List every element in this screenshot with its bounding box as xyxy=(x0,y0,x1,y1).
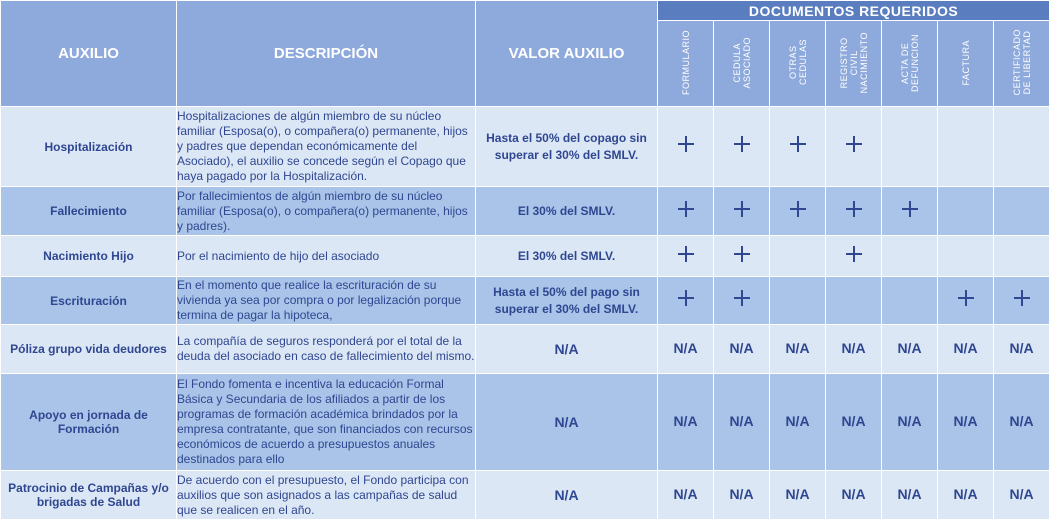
doc-requirement-cell xyxy=(938,471,994,520)
doc-column-header xyxy=(938,21,994,107)
not-applicable-label: N/A xyxy=(897,486,922,502)
doc-requirement-cell xyxy=(826,277,882,325)
doc-requirement-cell xyxy=(994,107,1050,187)
doc-requirement-cell xyxy=(994,374,1050,471)
auxilio-value: Hasta el 50% del pago sin superar el 30% del SMLV. xyxy=(476,277,658,325)
doc-requirement-cell xyxy=(658,471,714,520)
doc-requirement-cell xyxy=(882,107,938,187)
doc-requirement-cell xyxy=(658,236,714,277)
plus-icon xyxy=(734,246,750,262)
auxilio-description: Por el nacimiento de hijo del asociado xyxy=(177,236,476,277)
auxilio-value: El 30% del SMLV. xyxy=(476,236,658,277)
plus-icon xyxy=(678,290,694,306)
not-applicable-label: N/A xyxy=(729,340,754,356)
doc-column-header xyxy=(994,21,1050,107)
not-applicable-label: N/A xyxy=(729,486,754,502)
not-applicable-label: N/A xyxy=(953,340,978,356)
plus-icon xyxy=(790,136,806,152)
auxilio-name: Fallecimiento xyxy=(1,187,177,236)
auxilio-description: La compañía de seguros responderá por el total de la deuda del asociado en caso de fallecimiento del mismo. xyxy=(177,325,476,374)
doc-requirement-cell xyxy=(714,471,770,520)
auxilio-description: El Fondo fomenta e incentiva la educación Formal Básica y Secundaria de los afiliados a partir de los programas de formación académica brindados por la empresa contratante, que son financiados con recursos económicos de acuerdo a presupuestos anuales destinados para ello xyxy=(177,374,476,471)
table-row xyxy=(1,187,1050,236)
doc-requirement-cell xyxy=(882,187,938,236)
auxilio-name: Patrocinio de Campañas y/o brigadas de Salud xyxy=(1,471,177,520)
doc-requirement-cell xyxy=(994,236,1050,277)
doc-requirement-cell xyxy=(826,236,882,277)
doc-requirement-cell xyxy=(938,277,994,325)
doc-column-label: ACTA DE DEFUNCION xyxy=(899,33,920,92)
doc-requirement-cell xyxy=(882,236,938,277)
table-row xyxy=(1,374,1050,471)
doc-requirement-cell xyxy=(770,277,826,325)
doc-requirement-cell xyxy=(882,325,938,374)
not-applicable-label: N/A xyxy=(673,340,698,356)
plus-icon xyxy=(734,201,750,217)
doc-requirement-cell xyxy=(938,374,994,471)
doc-column-header xyxy=(658,21,714,107)
doc-requirement-cell xyxy=(658,107,714,187)
not-applicable-label: N/A xyxy=(785,340,810,356)
plus-icon xyxy=(734,136,750,152)
doc-requirement-cell xyxy=(658,277,714,325)
auxilio-description: Por fallecimientos de algún miembro de su núcleo familiar (Esposa(o), o compañera(o) permanente, hijos y padres). xyxy=(177,187,476,236)
not-applicable-label: N/A xyxy=(785,486,810,502)
plus-icon xyxy=(846,246,862,262)
doc-column-label: FORMULARIO xyxy=(680,29,691,95)
auxilio-value: N/A xyxy=(476,374,658,471)
not-applicable-label: N/A xyxy=(785,413,810,429)
doc-requirement-cell xyxy=(658,374,714,471)
doc-column-header xyxy=(714,21,770,107)
doc-column-header xyxy=(826,21,882,107)
doc-requirement-cell xyxy=(826,471,882,520)
doc-column-label: OTRAS CEDULAS xyxy=(787,39,808,86)
not-applicable-label: N/A xyxy=(729,413,754,429)
auxilio-value: El 30% del SMLV. xyxy=(476,187,658,236)
auxilio-name: Hospitalización xyxy=(1,107,177,187)
not-applicable-label: N/A xyxy=(841,486,866,502)
doc-requirement-cell xyxy=(714,107,770,187)
auxilio-value: Hasta el 50% del copago sin superar el 30% del SMLV. xyxy=(476,107,658,187)
not-applicable-label: N/A xyxy=(953,413,978,429)
doc-requirement-cell xyxy=(938,107,994,187)
auxilio-name: Póliza grupo vida deudores xyxy=(1,325,177,374)
doc-requirement-cell xyxy=(658,187,714,236)
plus-icon xyxy=(958,290,974,306)
doc-column-label: CERTIFICADO DE LIBERTAD xyxy=(1011,29,1032,96)
table-row xyxy=(1,236,1050,277)
doc-requirement-cell xyxy=(770,471,826,520)
table-row xyxy=(1,471,1050,520)
not-applicable-label: N/A xyxy=(897,340,922,356)
not-applicable-label: N/A xyxy=(841,413,866,429)
doc-requirement-cell xyxy=(714,277,770,325)
not-applicable-label: N/A xyxy=(841,340,866,356)
header-auxilio: AUXILIO xyxy=(1,1,177,107)
doc-requirement-cell xyxy=(658,325,714,374)
plus-icon xyxy=(846,136,862,152)
table-body xyxy=(1,107,1050,520)
doc-requirement-cell xyxy=(714,374,770,471)
doc-requirement-cell xyxy=(826,325,882,374)
doc-requirement-cell xyxy=(994,277,1050,325)
doc-requirement-cell xyxy=(770,107,826,187)
plus-icon xyxy=(846,201,862,217)
doc-column-label: REGISTRO CIVIL NACIMIENTO xyxy=(838,31,869,94)
doc-requirement-cell xyxy=(938,325,994,374)
not-applicable-label: N/A xyxy=(953,486,978,502)
doc-column-header xyxy=(770,21,826,107)
doc-column-label: FACTURA xyxy=(960,39,971,86)
doc-requirement-cell xyxy=(770,187,826,236)
not-applicable-label: N/A xyxy=(897,413,922,429)
doc-requirement-cell xyxy=(994,187,1050,236)
doc-requirement-cell xyxy=(994,325,1050,374)
plus-icon xyxy=(1014,290,1030,306)
doc-requirement-cell xyxy=(714,236,770,277)
table-header xyxy=(1,1,1050,107)
auxilio-description: De acuerdo con el presupuesto, el Fondo participa con auxilios que son asignados a las campañas de salud que se realicen en el año. xyxy=(177,471,476,520)
not-applicable-label: N/A xyxy=(1009,486,1034,502)
doc-requirement-cell xyxy=(882,471,938,520)
doc-requirement-cell xyxy=(770,374,826,471)
auxilio-value: N/A xyxy=(476,471,658,520)
not-applicable-label: N/A xyxy=(1009,340,1034,356)
doc-requirement-cell xyxy=(938,187,994,236)
doc-requirement-cell xyxy=(994,471,1050,520)
doc-requirement-cell xyxy=(826,374,882,471)
not-applicable-label: N/A xyxy=(673,486,698,502)
plus-icon xyxy=(678,136,694,152)
header-documentos-requeridos: DOCUMENTOS REQUERIDOS xyxy=(658,1,1050,21)
doc-requirement-cell xyxy=(714,187,770,236)
doc-requirement-cell xyxy=(826,187,882,236)
table-row xyxy=(1,107,1050,187)
auxilio-name: Nacimiento Hijo xyxy=(1,236,177,277)
doc-column-label: CEDULA ASOCIADO xyxy=(731,36,752,89)
plus-icon xyxy=(902,201,918,217)
doc-column-header xyxy=(882,21,938,107)
doc-requirement-cell xyxy=(938,236,994,277)
auxilio-description: Hospitalizaciones de algún miembro de su núcleo familiar (Esposa(o), o compañera(o) permanente, hijos y padres que dependan económicamente del Asociado), el auxilio se concede según el Copago que haya pagado por la Hospitalización. xyxy=(177,107,476,187)
doc-requirement-cell xyxy=(882,277,938,325)
doc-requirement-cell xyxy=(882,374,938,471)
plus-icon xyxy=(790,201,806,217)
auxilio-name: Escrituración xyxy=(1,277,177,325)
doc-requirement-cell xyxy=(770,236,826,277)
not-applicable-label: N/A xyxy=(1009,413,1034,429)
header-descripcion: DESCRIPCIÓN xyxy=(177,1,476,107)
doc-requirement-cell xyxy=(770,325,826,374)
doc-requirement-cell xyxy=(714,325,770,374)
plus-icon xyxy=(678,201,694,217)
plus-icon xyxy=(734,290,750,306)
plus-icon xyxy=(678,246,694,262)
auxilio-value: N/A xyxy=(476,325,658,374)
not-applicable-label: N/A xyxy=(673,413,698,429)
header-valor-auxilio: VALOR AUXILIO xyxy=(476,1,658,107)
auxilio-description: En el momento que realice la escrituración de su vivienda ya sea por compra o por legalización porque termina de pagar la hipoteca, xyxy=(177,277,476,325)
auxilio-name: Apoyo en jornada de Formación xyxy=(1,374,177,471)
table-row xyxy=(1,325,1050,374)
table-row xyxy=(1,277,1050,325)
doc-requirement-cell xyxy=(826,107,882,187)
